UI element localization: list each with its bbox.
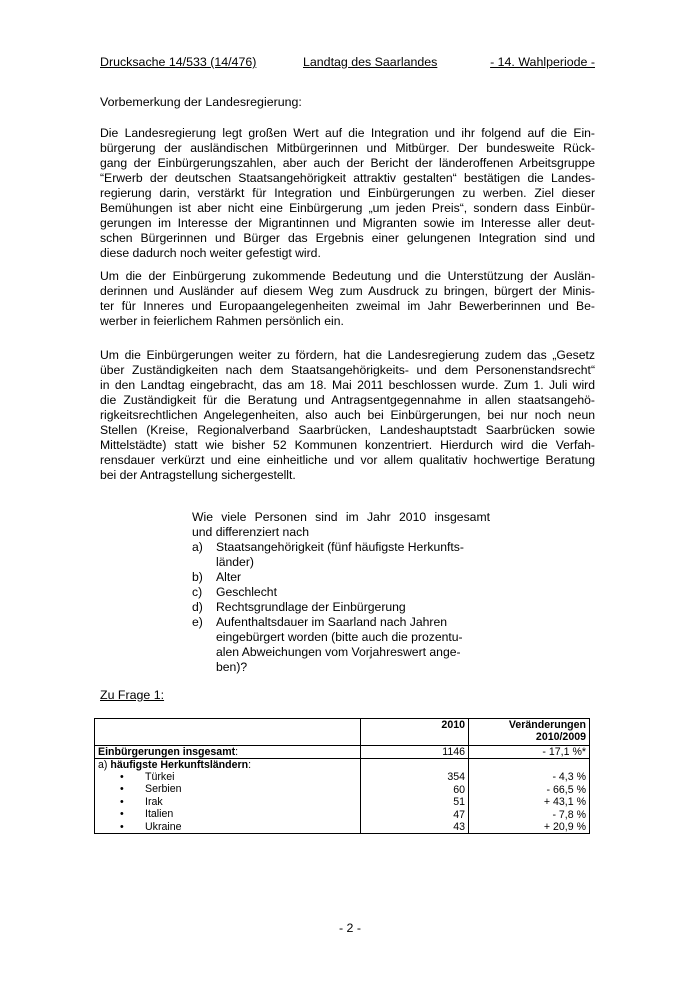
text-line: gerungen im Interesse der Migrantinnen und Migranten sowie im Interesse aller deut- (100, 216, 595, 230)
text-line: gang der Einbürgerungszahlen, aber auch der Bericht der länderoffenen Arbeitsgruppe (100, 156, 595, 170)
countries-cell (95, 759, 361, 834)
text-line: rigkeitsrechtlichen Angelegenheiten, also auch bei Einbürgerungen, bei nur noch neun (100, 408, 595, 422)
header-cell-year: 2010 (361, 719, 469, 746)
list-item: • Italien (98, 808, 357, 820)
text-line: Rechtsgrundlage der Einbürgerung (216, 600, 406, 614)
change: - 4,3 % (552, 771, 586, 784)
value: 354 (447, 771, 465, 784)
change: - 66,5 % (546, 783, 586, 796)
answer-heading: Zu Frage 1: (100, 688, 165, 702)
country-changes-cell (469, 759, 590, 834)
text-line: Um die der Einbürgerung zukommende Bedeutung und die Unterstützung der Auslän- (100, 269, 595, 283)
text-line: bürgerung der ausländischen Mitbürgerinnen und Mitbürger. Der bundesweite Rück- (100, 141, 595, 155)
text-line: eingebürgert worden (bitte auch die prozentu- (216, 630, 463, 644)
change: + 20,9 % (543, 820, 586, 833)
header-parliament: Landtag des Saarlandes (303, 55, 438, 69)
question-letter: b) (192, 570, 203, 584)
question-item (192, 570, 490, 585)
total-value: 1146 (361, 746, 469, 759)
header-document-number: Drucksache 14/533 (14/476) (100, 55, 257, 69)
text-line: derinnen und Ausländer auf diesem Weg zum Ausdruck zu bringen, bürgert der Minis- (100, 284, 595, 298)
country-values-cell (361, 759, 469, 834)
paragraph-law (100, 348, 595, 483)
text-line: Um die Einbürgerungen weiter zu fördern, hat die Landesregierung zudem das „Gesetz (100, 348, 595, 362)
preface-title: Vorbemerkung der Landesregierung: (100, 95, 302, 109)
question-intro (192, 510, 490, 540)
value: 47 (453, 808, 465, 821)
question-item (192, 615, 490, 675)
text-line: Mittelstädte) statt wie bisher 52 Kommunen konzentriert. Hierdurch wird die Verfah- (100, 438, 595, 452)
value: 51 (453, 796, 465, 809)
paragraph-ceremony (100, 269, 595, 329)
change: + 43,1 % (543, 796, 586, 809)
text-line: Die Landesregierung legt großen Wert auf die Integration und ihr folgend auf die Ein- (100, 126, 595, 140)
value: 60 (453, 783, 465, 796)
question-block (192, 510, 490, 675)
text-line: Stellen (Kreise, Regionalverband Saarbrücken, Landeshauptstadt Saarbrücken sowie (100, 423, 595, 437)
section-heading (98, 759, 357, 771)
question-item (192, 585, 490, 600)
question-letter: a) (192, 540, 203, 554)
total-colon: : (235, 746, 239, 758)
change: - 7,8 % (552, 808, 586, 821)
text-line: alen Abweichungen vom Vorjahreswert ange- (216, 645, 461, 659)
question-letter: e) (192, 615, 203, 629)
header-cell-change (469, 719, 590, 746)
table-row-total (95, 746, 590, 759)
value-list (364, 759, 465, 833)
text-line: Alter (216, 570, 242, 584)
list-item: • Ukraine (98, 821, 357, 833)
text-line: über Zuständigkeiten nach dem Staatsangehörigkeits- und dem Personenstandsrecht“ (100, 363, 595, 377)
text-line: Bemühungen ist aber nicht eine Einbürgerung „um jeden Preis“, sondern dass Einbür- (100, 201, 595, 215)
section-colon: : (248, 759, 252, 771)
text-line: die Zuständigkeit für die Beratung und Antragsentgegennahme in allen staatsangehö- (100, 393, 595, 407)
change-list (472, 759, 586, 833)
total-label-cell (95, 746, 361, 759)
text-line: ter für Inneres und Europaangelegenheiten zweimal im Jahr Bewerberinnen und Be- (100, 299, 595, 313)
page-header (100, 55, 595, 71)
header-change-line: 2010/2009 (535, 731, 586, 743)
header-cell-empty (95, 719, 361, 746)
total-change: - 17,1 %* (469, 746, 590, 759)
text-line: werber in feierlichem Rahmen persönlich ein. (100, 314, 344, 328)
list-item: • Türkei (98, 771, 357, 783)
question-list (192, 540, 490, 675)
total-label: Einbürgerungen insgesamt (98, 746, 236, 758)
table-row-countries (95, 759, 590, 834)
header-period: - 14. Wahlperiode - (490, 55, 595, 69)
section-prefix: a) (98, 759, 111, 771)
text-line: regierung darin, verstärkt für Integration und Einbürgerungen zu werben. Ziel dieser (100, 186, 595, 200)
list-item: • Serbien (98, 783, 357, 795)
text-line: bei der Antragstellung sichergestellt. (100, 468, 296, 482)
text-line: Staatsangehörigkeit (fünf häufigste Herkunfts- (216, 540, 464, 554)
value: 43 (453, 820, 465, 833)
header-change-line: Veränderungen (508, 719, 586, 731)
text-line: Geschlecht (216, 585, 277, 599)
text-line: diese dadurch noch weiter gefestigt wird. (100, 246, 321, 260)
text-line: und differenziert nach (192, 525, 309, 539)
text-line: Wie viele Personen sind im Jahr 2010 insgesamt (192, 510, 490, 524)
text-line: Aufenthaltsdauer im Saarland nach Jahren (216, 615, 448, 629)
text-line: rensdauer verkürzt und eine einheitliche und vor allem qualitativ hochwertige Beratung (100, 453, 595, 467)
page-number: - 2 - (338, 921, 362, 935)
question-item (192, 600, 490, 615)
text-line: in den Landtag eingebracht, das am 18. Mai 2011 beschlossen wurde. Zum 1. Juli wird (100, 378, 595, 392)
question-letter: c) (192, 585, 203, 599)
country-list (98, 771, 357, 833)
naturalization-table (94, 718, 590, 834)
question-letter: d) (192, 600, 203, 614)
text-line: ben)? (216, 660, 248, 674)
paragraph-integration (100, 126, 595, 261)
text-line: “Erwerb der deutschen Staatsangehörigkeit attraktiv gestalten“ bestätigen die Landes- (100, 171, 595, 185)
section-label: häufigste Herkunftsländern (110, 759, 249, 771)
text-line: schen Bürgerinnen und Bürger das Ergebnis einer gelungenen Integration sind und (100, 231, 595, 245)
question-item (192, 540, 490, 570)
table-header-row (95, 719, 590, 746)
list-item: • Irak (98, 796, 357, 808)
text-line: länder) (216, 555, 254, 569)
